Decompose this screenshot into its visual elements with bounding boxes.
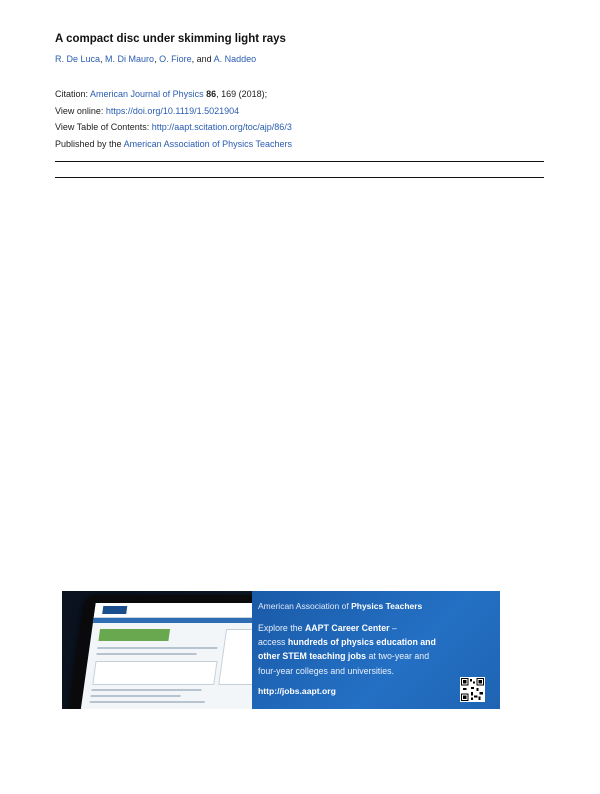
- citation-rest: , 169 (2018);: [216, 89, 268, 99]
- toc-label: View Table of Contents:: [55, 122, 152, 132]
- ad-line-2: [258, 635, 486, 649]
- screen-nav-bar: [93, 618, 270, 623]
- ad-line-4: four-year colleges and universities.: [258, 665, 394, 676]
- publisher-label: Published by the: [55, 138, 124, 149]
- ad-body-text: [258, 621, 486, 678]
- career-center-ad-banner[interactable]: [62, 591, 500, 709]
- journal-link[interactable]: American Journal of Physics: [90, 89, 204, 99]
- ad-org-name: [258, 601, 422, 611]
- author-separator: ,: [154, 54, 160, 64]
- author-list: [55, 54, 256, 64]
- ad-text: access: [258, 637, 288, 648]
- ad-text: at two-year and: [366, 651, 430, 662]
- screen-text-line: [96, 653, 196, 655]
- screen-green-block: [98, 629, 170, 641]
- author-separator: ,: [100, 54, 106, 64]
- ad-text-bold: AAPT Career Center: [304, 623, 390, 633]
- citation-line: [55, 86, 292, 103]
- author-link[interactable]: A. Naddeo: [213, 54, 257, 64]
- publisher-line: [55, 136, 292, 153]
- ad-org-prefix: American Association of: [258, 601, 352, 611]
- ad-text: Explore the: [258, 623, 305, 633]
- ad-org-bold: Physics Teachers: [351, 601, 423, 611]
- author-link[interactable]: M. Di Mauro: [105, 54, 155, 64]
- citation-label: Citation:: [55, 89, 91, 99]
- screen-text-line: [97, 647, 217, 649]
- toc-link[interactable]: http://aapt.scitation.org/toc/ajp/86/3: [151, 122, 292, 132]
- qr-code-icon: [460, 677, 485, 702]
- ad-line-3: [258, 649, 486, 663]
- screen-logo: [102, 606, 127, 614]
- author-link[interactable]: O. Fiore: [159, 54, 192, 64]
- author-separator-and: , and: [191, 54, 214, 64]
- divider-top: [55, 161, 544, 162]
- publisher-link[interactable]: American Association of Physics Teachers: [123, 138, 292, 149]
- screen-text-line: [91, 689, 201, 691]
- citation-block: [55, 86, 292, 152]
- screen-header: [94, 603, 272, 618]
- ad-text-bold: other STEM teaching jobs: [258, 651, 367, 662]
- volume-number: 86: [206, 89, 217, 99]
- toc-line: [55, 119, 292, 136]
- doi-link[interactable]: https://doi.org/10.1119/1.5021904: [105, 105, 240, 116]
- screen-text-line: [91, 695, 181, 697]
- article-title: A compact disc under skimming light rays: [55, 33, 286, 45]
- ad-line-1: [258, 621, 486, 635]
- author-link[interactable]: R. De Luca: [55, 54, 101, 64]
- screen-text-line: [90, 701, 205, 703]
- screen-content-box: [92, 661, 217, 685]
- tablet-screen-image: [80, 603, 271, 709]
- view-online-label: View online:: [55, 105, 106, 116]
- view-online-line: [55, 103, 292, 120]
- ad-text-bold: hundreds of physics education and: [287, 637, 436, 648]
- divider-bottom: [55, 177, 544, 178]
- ad-url-link[interactable]: http://jobs.aapt.org: [258, 686, 336, 696]
- ad-text: –: [389, 623, 397, 633]
